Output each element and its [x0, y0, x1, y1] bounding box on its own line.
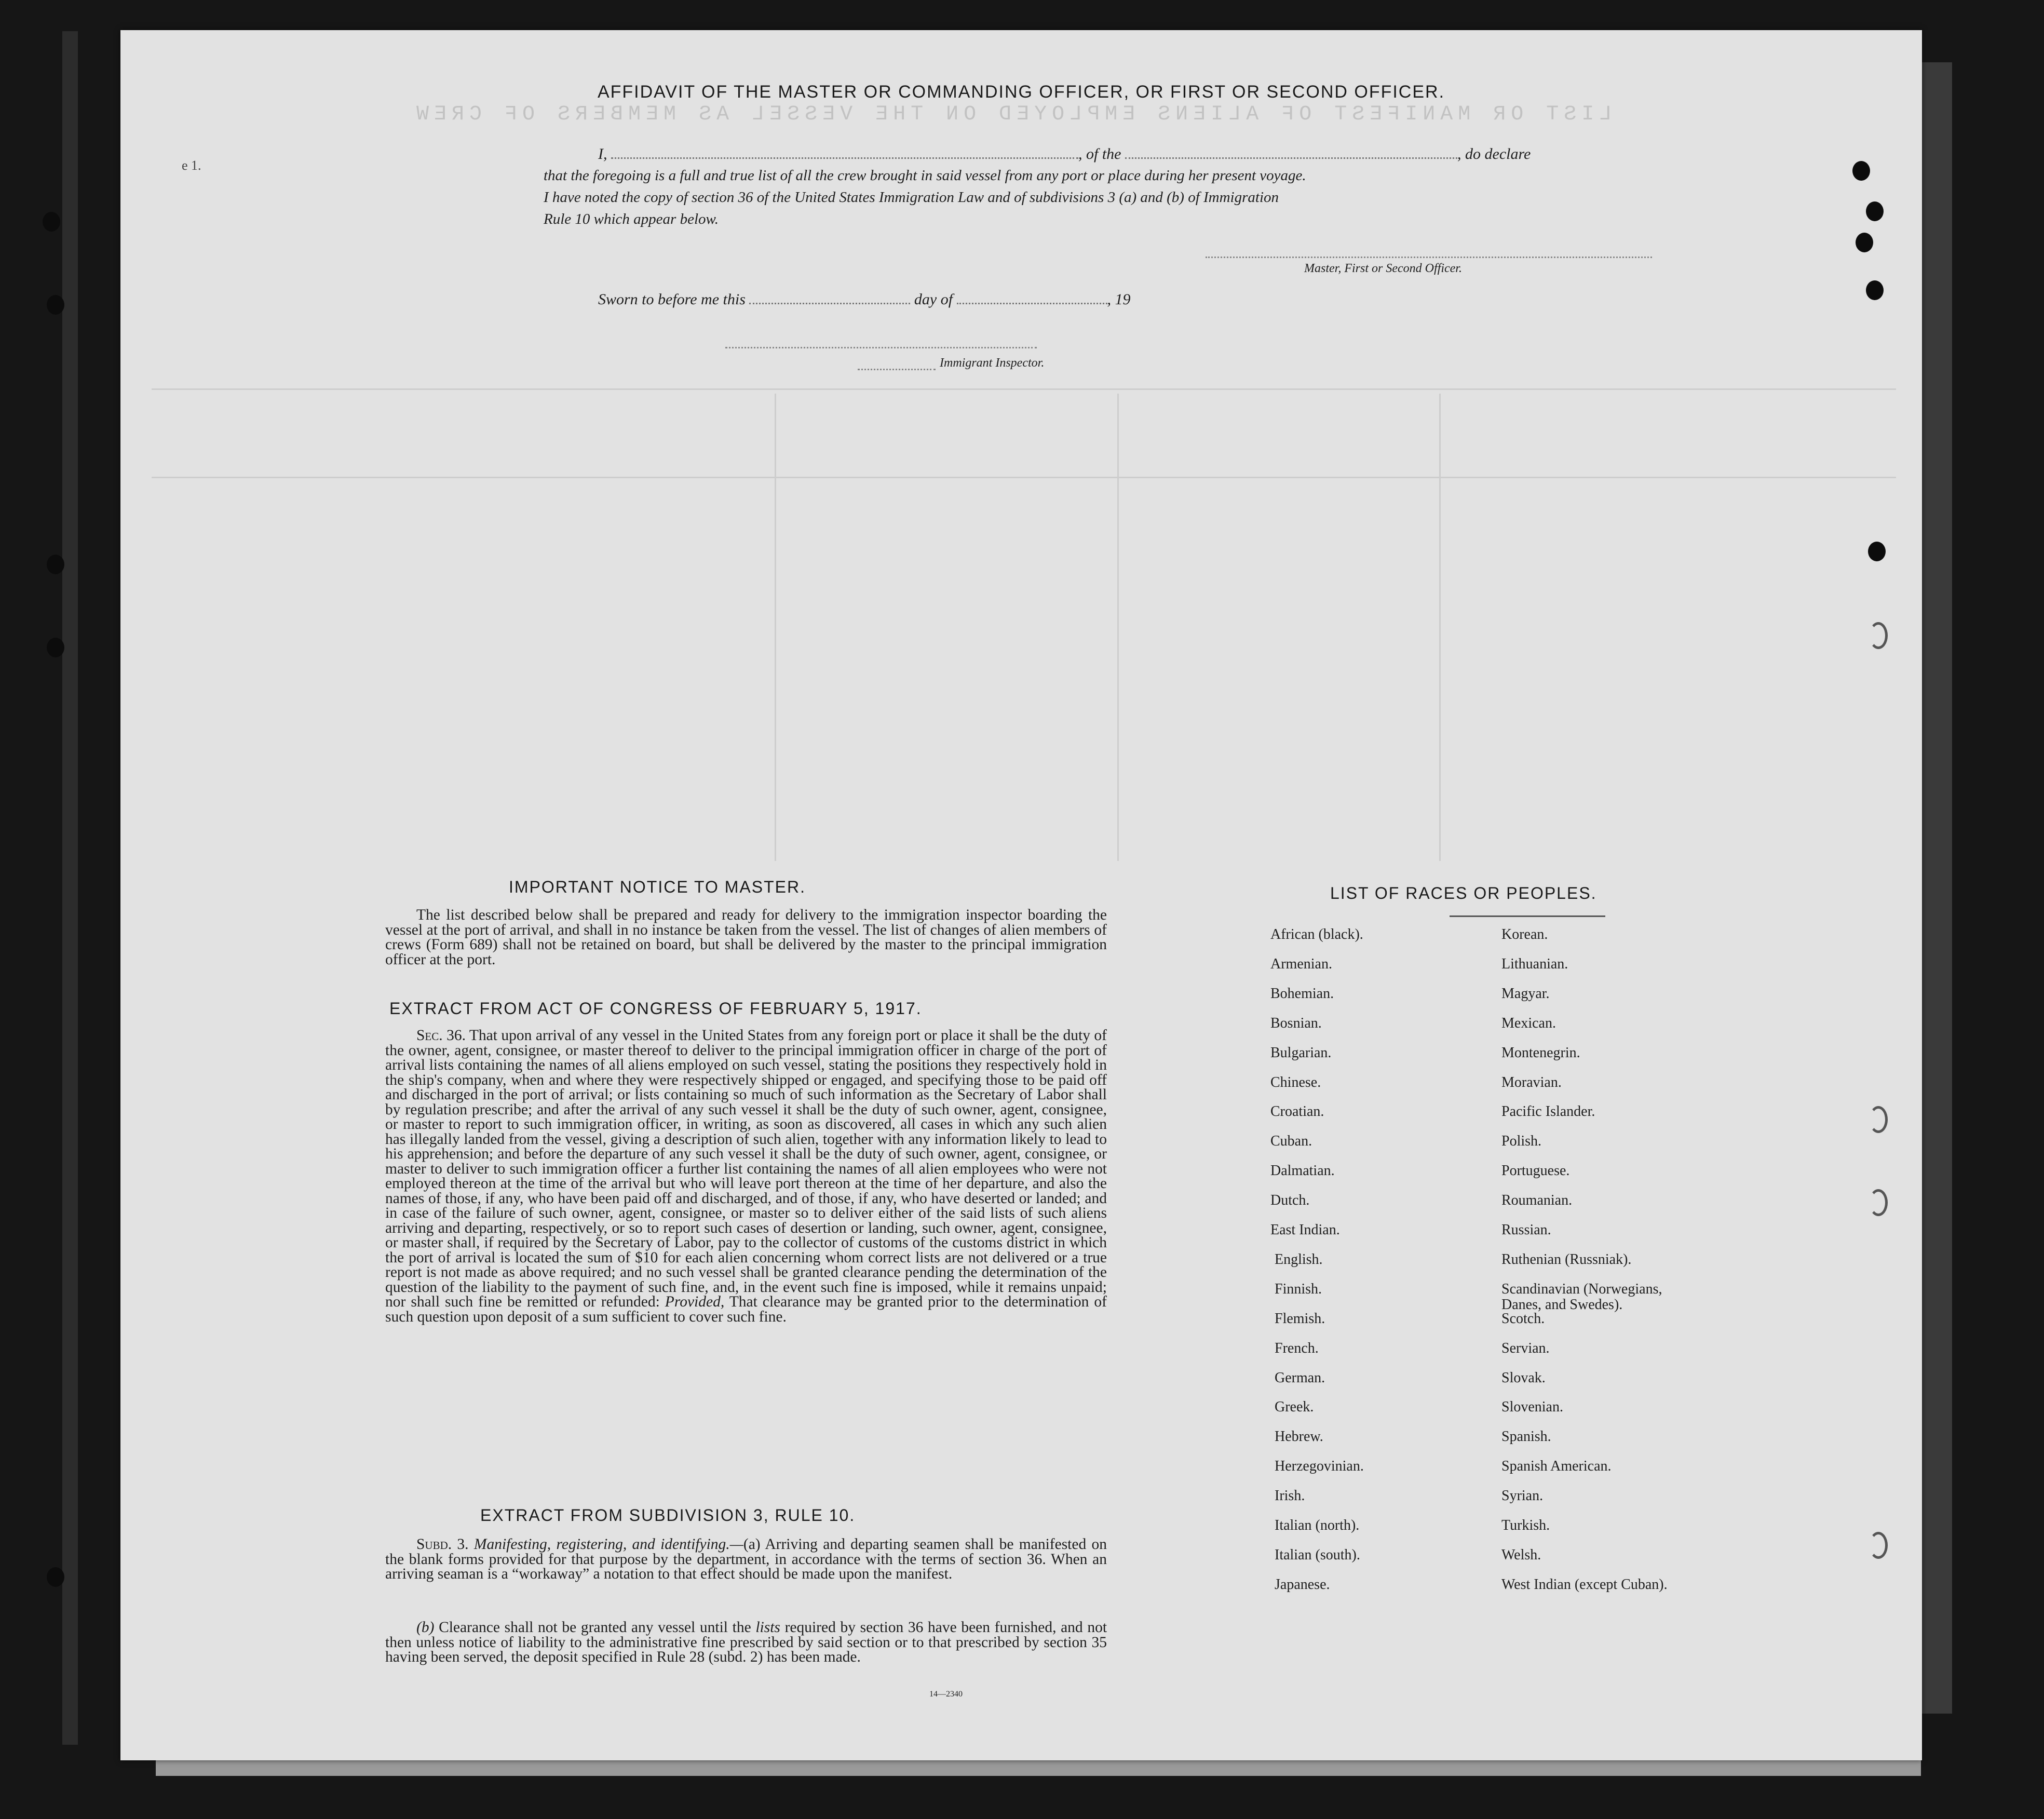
- race-item: Montenegrin.: [1501, 1044, 1580, 1061]
- under-sheet-right: [1921, 62, 1952, 1714]
- race-item: Armenian.: [1270, 955, 1332, 972]
- bleed-through-rule: [152, 477, 1896, 478]
- punch-hole: [1868, 542, 1886, 561]
- rule-extract-b: [385, 1620, 1107, 1665]
- punch-hole: [47, 555, 64, 574]
- margin-mark: e 1.: [182, 158, 201, 173]
- day-of-text: day of: [914, 291, 953, 308]
- under-sheet-left-strip: [62, 31, 78, 1745]
- race-item: Danes, and Swedes).: [1501, 1296, 1623, 1313]
- subd-b-label: (b): [416, 1619, 435, 1636]
- race-item: Portuguese.: [1501, 1163, 1570, 1179]
- race-item: Dutch.: [1270, 1192, 1310, 1209]
- subd-b-lists: lists: [755, 1619, 780, 1636]
- race-item: English.: [1275, 1251, 1323, 1268]
- race-item: Russian.: [1501, 1222, 1551, 1238]
- year-text: , 19: [1107, 291, 1131, 308]
- race-item: Cuban.: [1270, 1133, 1312, 1150]
- subd-heading: Manifesting, registering, and identifying.—: [473, 1536, 743, 1553]
- affidavit-line-1: [598, 145, 1652, 163]
- race-item: Roumanian.: [1501, 1192, 1573, 1209]
- punch-hole: [47, 295, 64, 315]
- act-extract-title: EXTRACT FROM ACT OF CONGRESS OF FEBRUARY 5, 1917.: [389, 999, 922, 1018]
- notice-title: IMPORTANT NOTICE TO MASTER.: [509, 878, 806, 896]
- race-item: Croatian.: [1270, 1103, 1324, 1120]
- manifest-page: [120, 30, 1922, 1760]
- notice-text: The list described below shall be prepared and ready for delivery to the immigration inspector boarding the vessel at the port of arrival, and shall in no instance be taken from the vessel. The list of changes of alien members of crews (Form 689) shall not be retained on board, but shall be delivered by the master to the principal immigration officer at the port.: [385, 907, 1107, 968]
- race-item: Herzegovinian.: [1275, 1458, 1364, 1475]
- race-item: Japanese.: [1275, 1576, 1330, 1593]
- race-item: Flemish.: [1275, 1310, 1325, 1327]
- affidavit-line-4: Rule 10 which appear below.: [544, 211, 719, 227]
- subd-label: Subd. 3.: [416, 1536, 469, 1553]
- race-item: Polish.: [1501, 1133, 1542, 1150]
- race-item: Finnish.: [1275, 1281, 1322, 1297]
- races-title: LIST OF RACES OR PEOPLES.: [1330, 884, 1597, 902]
- vessel-blank: [1125, 157, 1457, 159]
- rule-extract-a: [385, 1537, 1107, 1582]
- race-item: Bohemian.: [1270, 985, 1334, 1002]
- punch-hole: [47, 1567, 64, 1587]
- subd-a-label: (a): [743, 1536, 761, 1553]
- race-item: Scotch.: [1501, 1310, 1545, 1327]
- race-item: German.: [1275, 1369, 1325, 1386]
- punch-hole: [1856, 233, 1873, 252]
- act-extract-text: [385, 1028, 1107, 1324]
- affidavit-i: I,: [598, 145, 607, 163]
- race-item: Moravian.: [1501, 1074, 1562, 1090]
- race-item: Turkish.: [1501, 1517, 1550, 1533]
- month-blank: [957, 303, 1107, 304]
- race-item: Ruthenian (Russniak).: [1501, 1251, 1632, 1268]
- races-title-rule: [1450, 915, 1605, 917]
- race-item: Greek.: [1275, 1399, 1314, 1416]
- punch-hole-ring: [1869, 1106, 1888, 1133]
- section-body-end: That clearance may be granted prior to the determination of such question upon deposit of a sum sufficient to cover such fine.: [385, 1293, 1107, 1325]
- punch-hole: [1866, 201, 1884, 221]
- race-item: Magyar.: [1501, 985, 1550, 1002]
- affidavit-declare: , do declare: [1457, 145, 1531, 163]
- affidavit-line-3: I have noted the copy of section 36 of the United States Immigration Law and of subdivisions 3 (a) and (b) of Immigration: [544, 189, 1279, 206]
- punch-hole-ring: [1869, 1189, 1888, 1216]
- sworn-line: [598, 291, 1131, 308]
- race-item: Spanish American.: [1501, 1458, 1612, 1475]
- affidavit-line-2: that the foregoing is a full and true list of all the crew brought in said vessel from any port or place during her present voyage.: [544, 167, 1306, 184]
- bleed-through-text: LIST OR MANIFEST OF ALIENS EMPLOYED ON THE VESSEL AS MEMBERS OF CREW: [411, 103, 1612, 126]
- bleed-through-rule: [152, 388, 1896, 390]
- race-item: Slovenian.: [1501, 1399, 1563, 1416]
- race-item: Irish.: [1275, 1488, 1305, 1504]
- subd-a-text: Arriving and departing seamen shall be manifested on the blank forms provided for that purpose by the department, in accordance with the terms of section 36. When an arriving seaman is a “workaway” a notation to that effect should be made upon the manifest.: [385, 1536, 1107, 1582]
- bleed-through-rule: [775, 394, 776, 861]
- provided-word: Provided,: [665, 1293, 725, 1310]
- bleed-through-rule: [1117, 394, 1119, 861]
- race-item: Korean.: [1501, 926, 1548, 942]
- section-body: That upon arrival of any vessel in the United States from any foreign port or place it shall be the duty of the owner, agent, consignee, or master thereof to deliver to the principal immigration officer in charge of the port of arrival lists containing the names of all aliens employed on such vessel, stating the positions they respectively hold in the ship's company, when and where they were respectively shipped or engaged, and specifying those to be paid off and discharged in the port of arrival; or lists containing so much of such information as the Secretary of Labor shall by regulation prescribe; and after the arrival of any such vessel it shall be the duty of such owner, agent, consignee, or master to report to such immigration officer, in writing, as soon as discovered, all cases in which any such alien has illegally landed from the vessel, giving a description of such alien, together with any information likely to lead to his apprehension; and before the departure of any such vessel it shall be the duty of such owner, agent, consignee, or master to deliver to such immigration officer a further list containing the names of all alien employees who were not employed thereon at the time of the arrival but who will leave port thereon at the time of her departure, and also the names of those, if any, who have been paid off and discharged, and of those, if any, who have deserted or landed; and in case of the failure of such owner, agent, consignee, or master so to deliver either of the said lists of such aliens arriving and departing, respectively, or so to report such cases of desertion or landing, such owner, agent, consignee, or master shall, if required by the Secretary of Labor, pay to the collector of customs of the customs district in which the port of arrival is located the sum of $10 for each alien concerning whom correct lists are not delivered or a true report is not made as above required; and no such vessel shall be granted clearance pending the determination of the question of the liability to the payment of such fine, and, in the event such fine is imposed, while it remains unpaid; nor shall such fine be remitted or refunded:: [385, 1027, 1107, 1310]
- race-item: Italian (north).: [1275, 1517, 1360, 1533]
- race-item: French.: [1275, 1340, 1319, 1356]
- race-item: Lithuanian.: [1501, 955, 1568, 972]
- race-item: African (black).: [1270, 926, 1363, 942]
- race-item: Welsh.: [1501, 1546, 1541, 1563]
- race-item: Italian (south).: [1275, 1546, 1360, 1563]
- race-item: Syrian.: [1501, 1488, 1544, 1504]
- race-item: Hebrew.: [1275, 1429, 1323, 1445]
- affidavit-title: AFFIDAVIT OF THE MASTER OR COMMANDING OFFICER, OR FIRST OR SECOND OFFICER.: [597, 82, 1445, 102]
- race-item: Spanish.: [1501, 1429, 1551, 1445]
- inspector-signature-line: [725, 347, 1037, 348]
- race-item: Bosnian.: [1270, 1015, 1322, 1031]
- race-item: Bulgarian.: [1270, 1044, 1332, 1061]
- master-signature-line: [1206, 257, 1652, 258]
- race-item: Mexican.: [1501, 1015, 1556, 1031]
- punch-hole: [1852, 161, 1870, 181]
- punch-hole: [43, 212, 60, 232]
- race-item: West Indian (except Cuban).: [1501, 1576, 1668, 1593]
- name-blank: [611, 157, 1078, 159]
- sworn-text: Sworn to before me this: [598, 291, 746, 308]
- master-caption: Master, First or Second Officer.: [1304, 262, 1462, 275]
- form-number: 14—2340: [929, 1690, 963, 1699]
- section-label: Sec. 36.: [416, 1027, 466, 1044]
- bleed-through-rule: [1439, 394, 1441, 861]
- punch-hole: [47, 638, 64, 657]
- race-item: Pacific Islander.: [1501, 1103, 1595, 1120]
- inspector-caption-line: [858, 369, 936, 370]
- punch-hole-ring: [1869, 1532, 1888, 1559]
- affidavit-of-the: , of the: [1078, 145, 1121, 163]
- race-item: Scandinavian (Norwegians,: [1501, 1281, 1662, 1297]
- day-blank: [749, 303, 910, 304]
- punch-hole: [1866, 280, 1884, 300]
- rule-extract-title: EXTRACT FROM SUBDIVISION 3, RULE 10.: [480, 1506, 856, 1525]
- subd-b-text-1: Clearance shall not be granted any vessel until the: [439, 1619, 751, 1636]
- punch-hole-ring: [1869, 622, 1888, 649]
- race-item: Dalmatian.: [1270, 1163, 1335, 1179]
- race-item: Slovak.: [1501, 1369, 1546, 1386]
- race-item: Servian.: [1501, 1340, 1550, 1356]
- subd-b-text-2: required by section 36 have been furnished, and not then unless notice of liability to the administrative fine prescribed by said section or to that prescribed by section 35 having been served, the deposit specified in Rule 28 (subd. 2) has been made.: [385, 1619, 1107, 1665]
- inspector-caption: Immigrant Inspector.: [940, 356, 1045, 370]
- race-item: Chinese.: [1270, 1074, 1321, 1090]
- race-item: East Indian.: [1270, 1222, 1340, 1238]
